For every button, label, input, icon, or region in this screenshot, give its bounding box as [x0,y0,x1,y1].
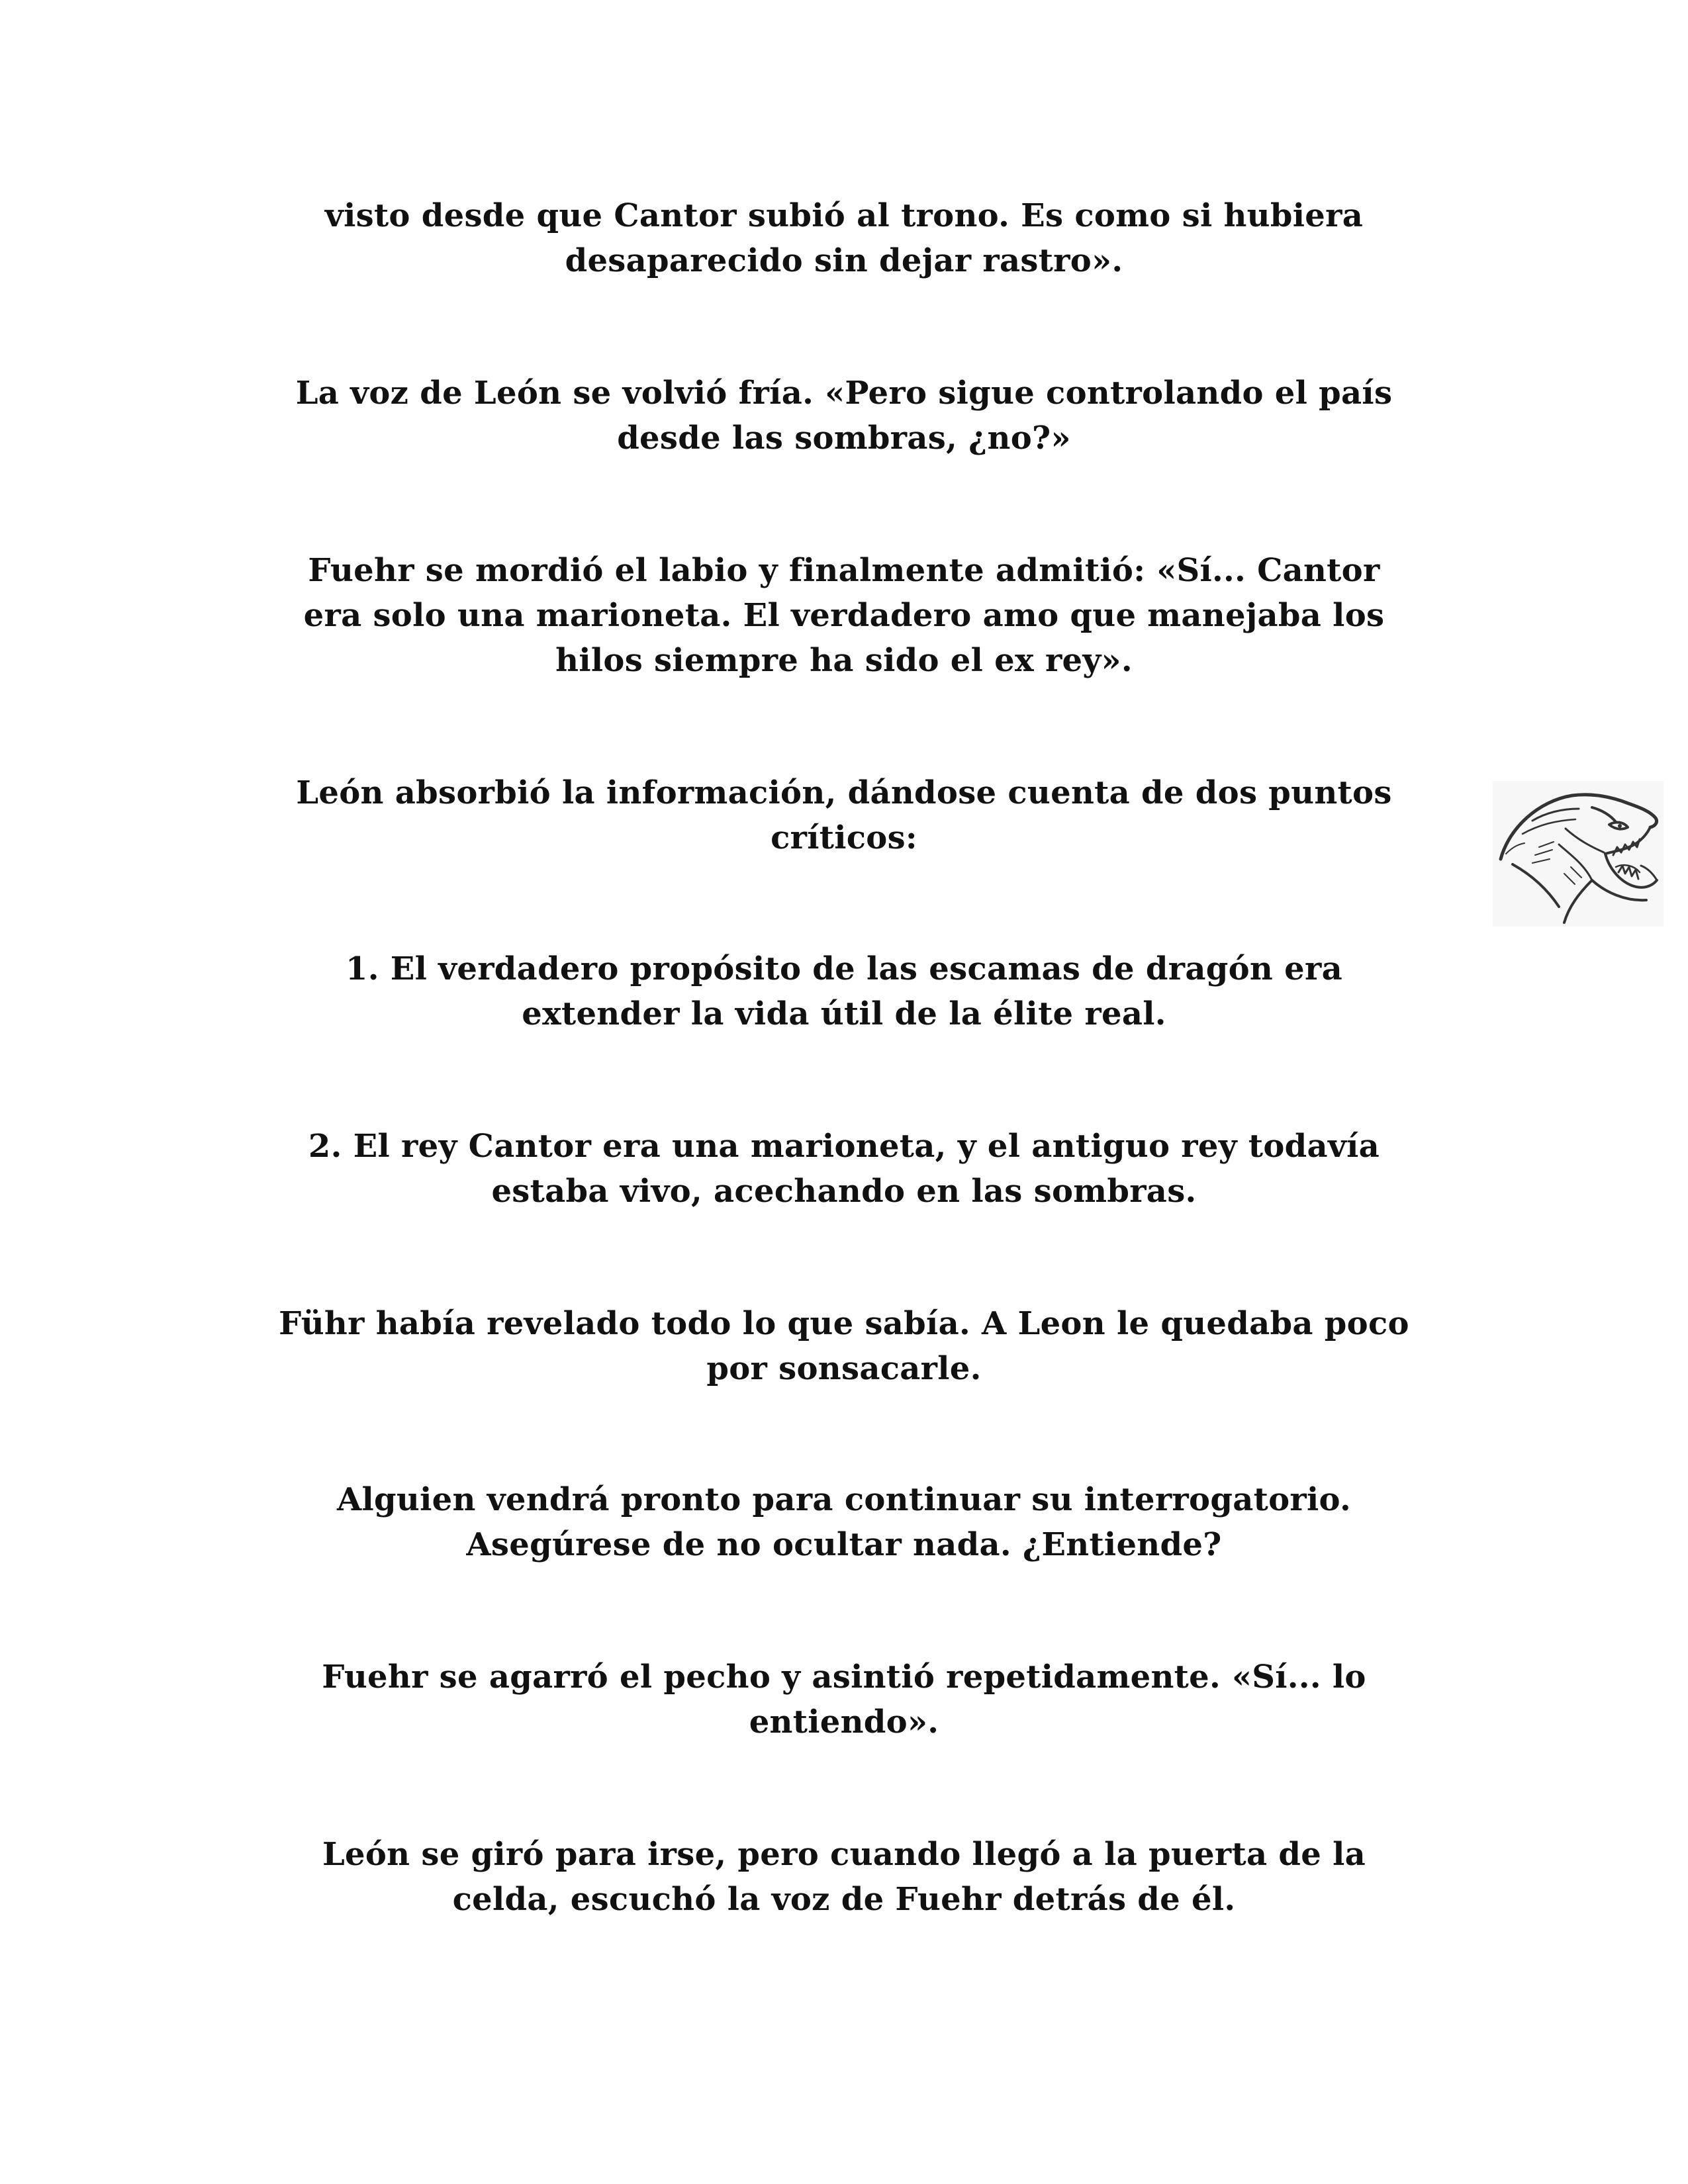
paragraph-9 [199,1655,1489,1745]
paragraph-7-line-2: por sonsacarle. [706,1350,982,1387]
paragraph-8 [199,1477,1489,1567]
paragraph-4-line-2: críticos: [771,819,917,856]
paragraph-4 [199,770,1489,860]
paragraph-10-line-1: León se giró para irse, pero cuando llegó a la puerta de la [322,1836,1366,1873]
paragraph-6 [199,1124,1489,1214]
paragraph-10-line-2: celda, escuchó la voz de Fuehr detrás de él. [452,1881,1236,1918]
paragraph-2-line-2: desde las sombras, ¿no?» [617,420,1071,457]
dinosaur-head-sketch-icon [1493,781,1664,927]
paragraph-10 [199,1832,1489,1922]
paragraph-3-line-1: Fuehr se mordió el labio y finalmente admitió: «Sí... Cantor [308,552,1380,589]
paragraph-4-line-1: León absorbió la información, dándose cuenta de dos puntos [296,774,1392,811]
dinosaur-head-drawing [1493,781,1664,927]
paragraph-2-line-1: La voz de León se volvió fría. «Pero sigue controlando el país [295,375,1393,412]
paragraph-8-line-2: Asegúrese de no ocultar nada. ¿Entiende? [466,1526,1222,1563]
paragraph-9-line-1: Fuehr se agarró el pecho y asintió repetidamente. «Sí... lo [322,1659,1366,1696]
paragraph-5-line-1: 1. El verdadero propósito de las escamas de dragón era [346,950,1342,987]
paragraph-8-line-1: Alguien vendrá pronto para continuar su interrogatorio. [336,1481,1351,1518]
paragraph-1 [199,193,1489,283]
paragraph-7-line-1: Führ había revelado todo lo que sabía. A Leon le quedaba poco [279,1305,1409,1342]
paragraph-2 [199,371,1489,461]
paragraph-6-line-1: 2. El rey Cantor era una marioneta, y el antiguo rey todavía [308,1128,1380,1165]
paragraph-3 [199,548,1489,683]
paragraph-3-line-3: hilos siempre ha sido el ex rey». [555,642,1133,679]
paragraph-9-line-2: entiendo». [749,1704,939,1741]
paragraph-1-line-1: visto desde que Cantor subió al trono. Es como si hubiera [324,197,1364,234]
paragraph-5 [199,946,1489,1036]
paragraph-7 [199,1301,1489,1391]
paragraph-1-line-2: desaparecido sin dejar rastro». [565,242,1123,279]
paragraph-3-line-2: era solo una marioneta. El verdadero amo que manejaba los [303,597,1385,634]
paragraph-5-line-2: extender la vida útil de la élite real. [522,995,1166,1032]
paragraph-6-line-2: estaba vivo, acechando en las sombras. [491,1173,1197,1210]
